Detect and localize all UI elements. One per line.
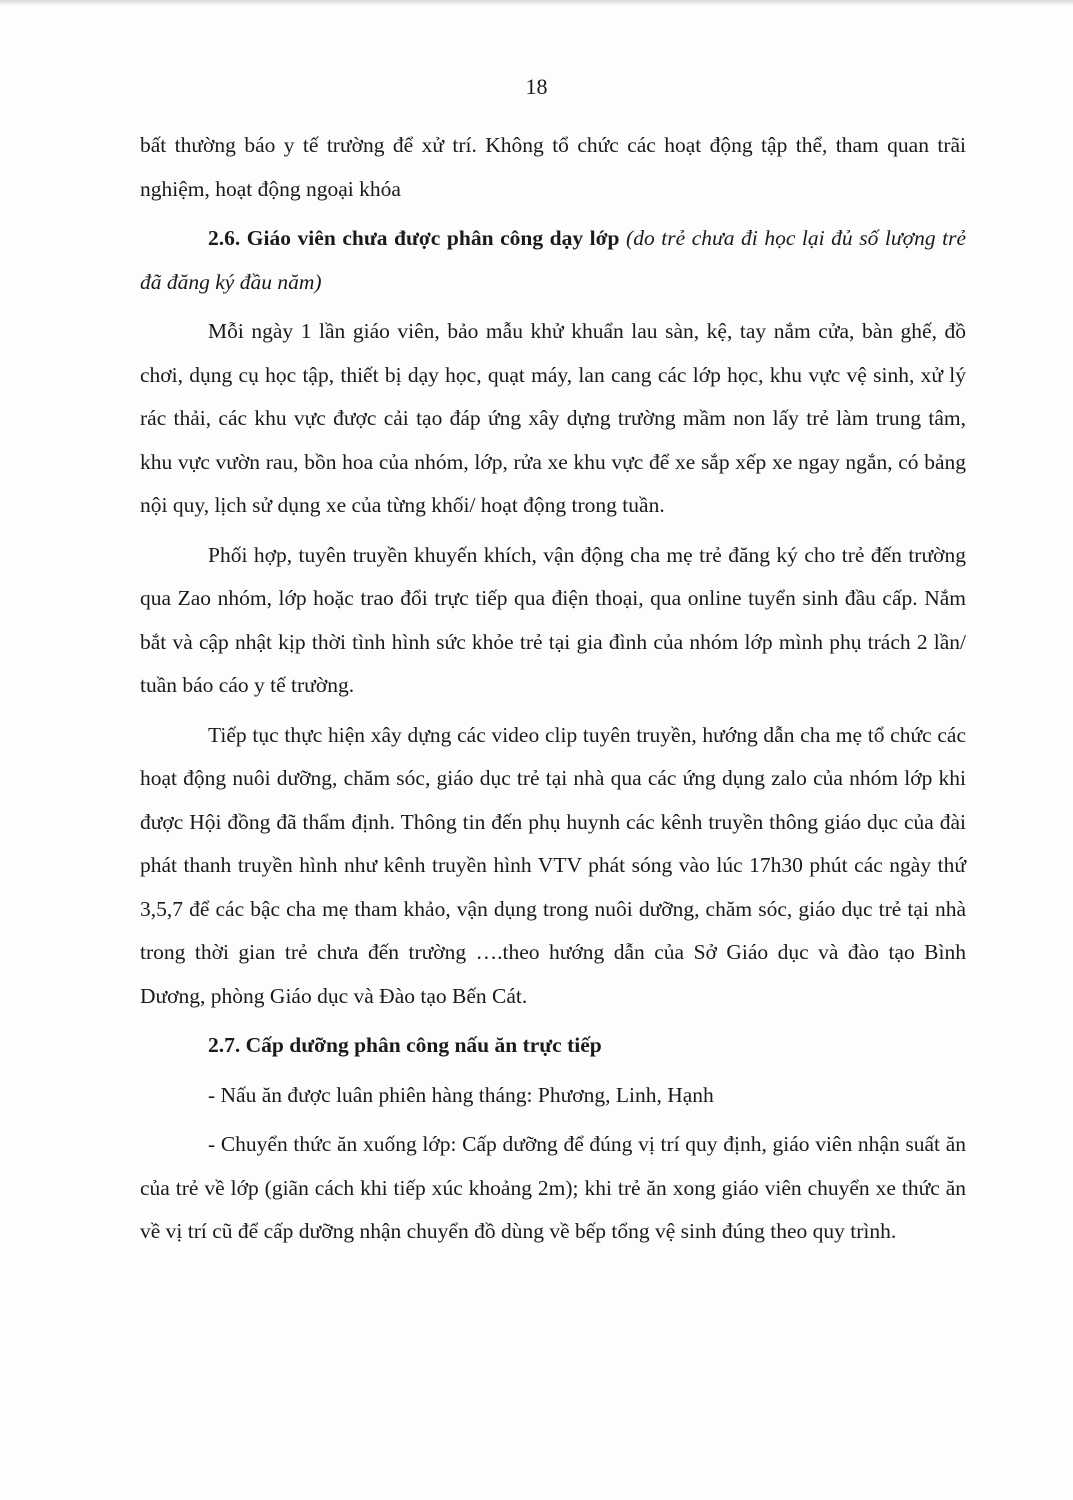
page-number: 18 — [525, 74, 548, 99]
list-item-rotation: - Nấu ăn được luân phiên hàng tháng: Phương, Linh, Hạnh — [208, 1082, 714, 1107]
paragraph-disinfection: Mỗi ngày 1 lần giáo viên, bảo mẫu khử khuẩn lau sàn, kệ, tay nắm cửa, bàn ghế, đồ chơi, dụng cụ học tập, thiết bị dạy học, quạt máy, lan cang các lớp học, khu vực vệ sinh, xử lý rác thải, các khu vực được cải tạo đáp ứng xây dựng trường mầm non lấy trẻ làm trung tâm, khu vực vườn rau, bồn hoa của nhóm, lớp, rửa xe khu vực để xe sắp xếp xe ngay ngắn, có bảng nội quy, lịch sử dụng xe của từng khối/ hoạt động trong tuần. — [140, 319, 966, 517]
paragraph-continued: bất thường báo y tế trường để xử trí. Không tổ chức các hoạt động tập thể, tham quan trãi nghiệm, hoạt động ngoại khóa — [140, 133, 966, 201]
paragraph-video-clips: Tiếp tục thực hiện xây dựng các video clip tuyên truyền, hướng dẫn cha mẹ tổ chức các hoạt động nuôi dưỡng, chăm sóc, giáo dục trẻ tại nhà qua các ứng dụng zalo của nhóm lớp khi được Hội đồng đã thẩm định. Thông tin đến phụ huynh các kênh truyền thông giáo dục của đài phát thanh truyền hình như kênh truyền hình VTV phát sóng vào lúc 17h30 phút các ngày thứ 3,5,7 để các bậc cha mẹ tham khảo, vận dụng trong nuôi dưỡng, chăm sóc, giáo dục trẻ tại nhà trong thời gian trẻ chưa đến trường ….theo hướng dẫn của Sở Giáo dục và đào tạo Bình Dương, phòng Giáo dục và Đào tạo Bến Cát. — [140, 722, 966, 1008]
page-scan-edge — [0, 0, 1073, 6]
section-heading-2-7-title: 2.7. Cấp dưỡng phân công nấu ăn trực tiếp — [208, 1033, 602, 1057]
document-body — [140, 124, 966, 1254]
list-item-food-transfer: - Chuyển thức ăn xuống lớp: Cấp dưỡng để đúng vị trí quy định, giáo viên nhận suất ăn của trẻ về lớp (giãn cách khi tiếp xúc khoảng 2m); khi trẻ ăn xong giáo viên chuyển xe thức ăn về vị trí cũ để cấp dưỡng nhận chuyển đồ dùng về bếp tổng vệ sinh đúng theo quy trình. — [140, 1132, 966, 1243]
section-heading-2-6-title: 2.6. Giáo viên chưa được phân công dạy lớp — [208, 226, 620, 250]
section-heading-2-6 — [140, 217, 966, 304]
section-heading-2-7 — [140, 1024, 966, 1068]
section-heading-2-6-note: (do trẻ chưa đi học lại đủ số lượng trẻ đã đăng ký đầu năm) — [140, 226, 967, 294]
paragraph-coordination: Phối hợp, tuyên truyền khuyến khích, vận động cha mẹ trẻ đăng ký cho trẻ đến trường qua Zao nhóm, lớp hoặc trao đổi trực tiếp qua điện thoại, qua online tuyển sinh đầu cấp. Nắm bắt và cập nhật kịp thời tình hình sức khỏe trẻ tại gia đình của nhóm lớp mình phụ trách 2 lần/ tuần báo cáo y tế trường. — [140, 542, 966, 697]
